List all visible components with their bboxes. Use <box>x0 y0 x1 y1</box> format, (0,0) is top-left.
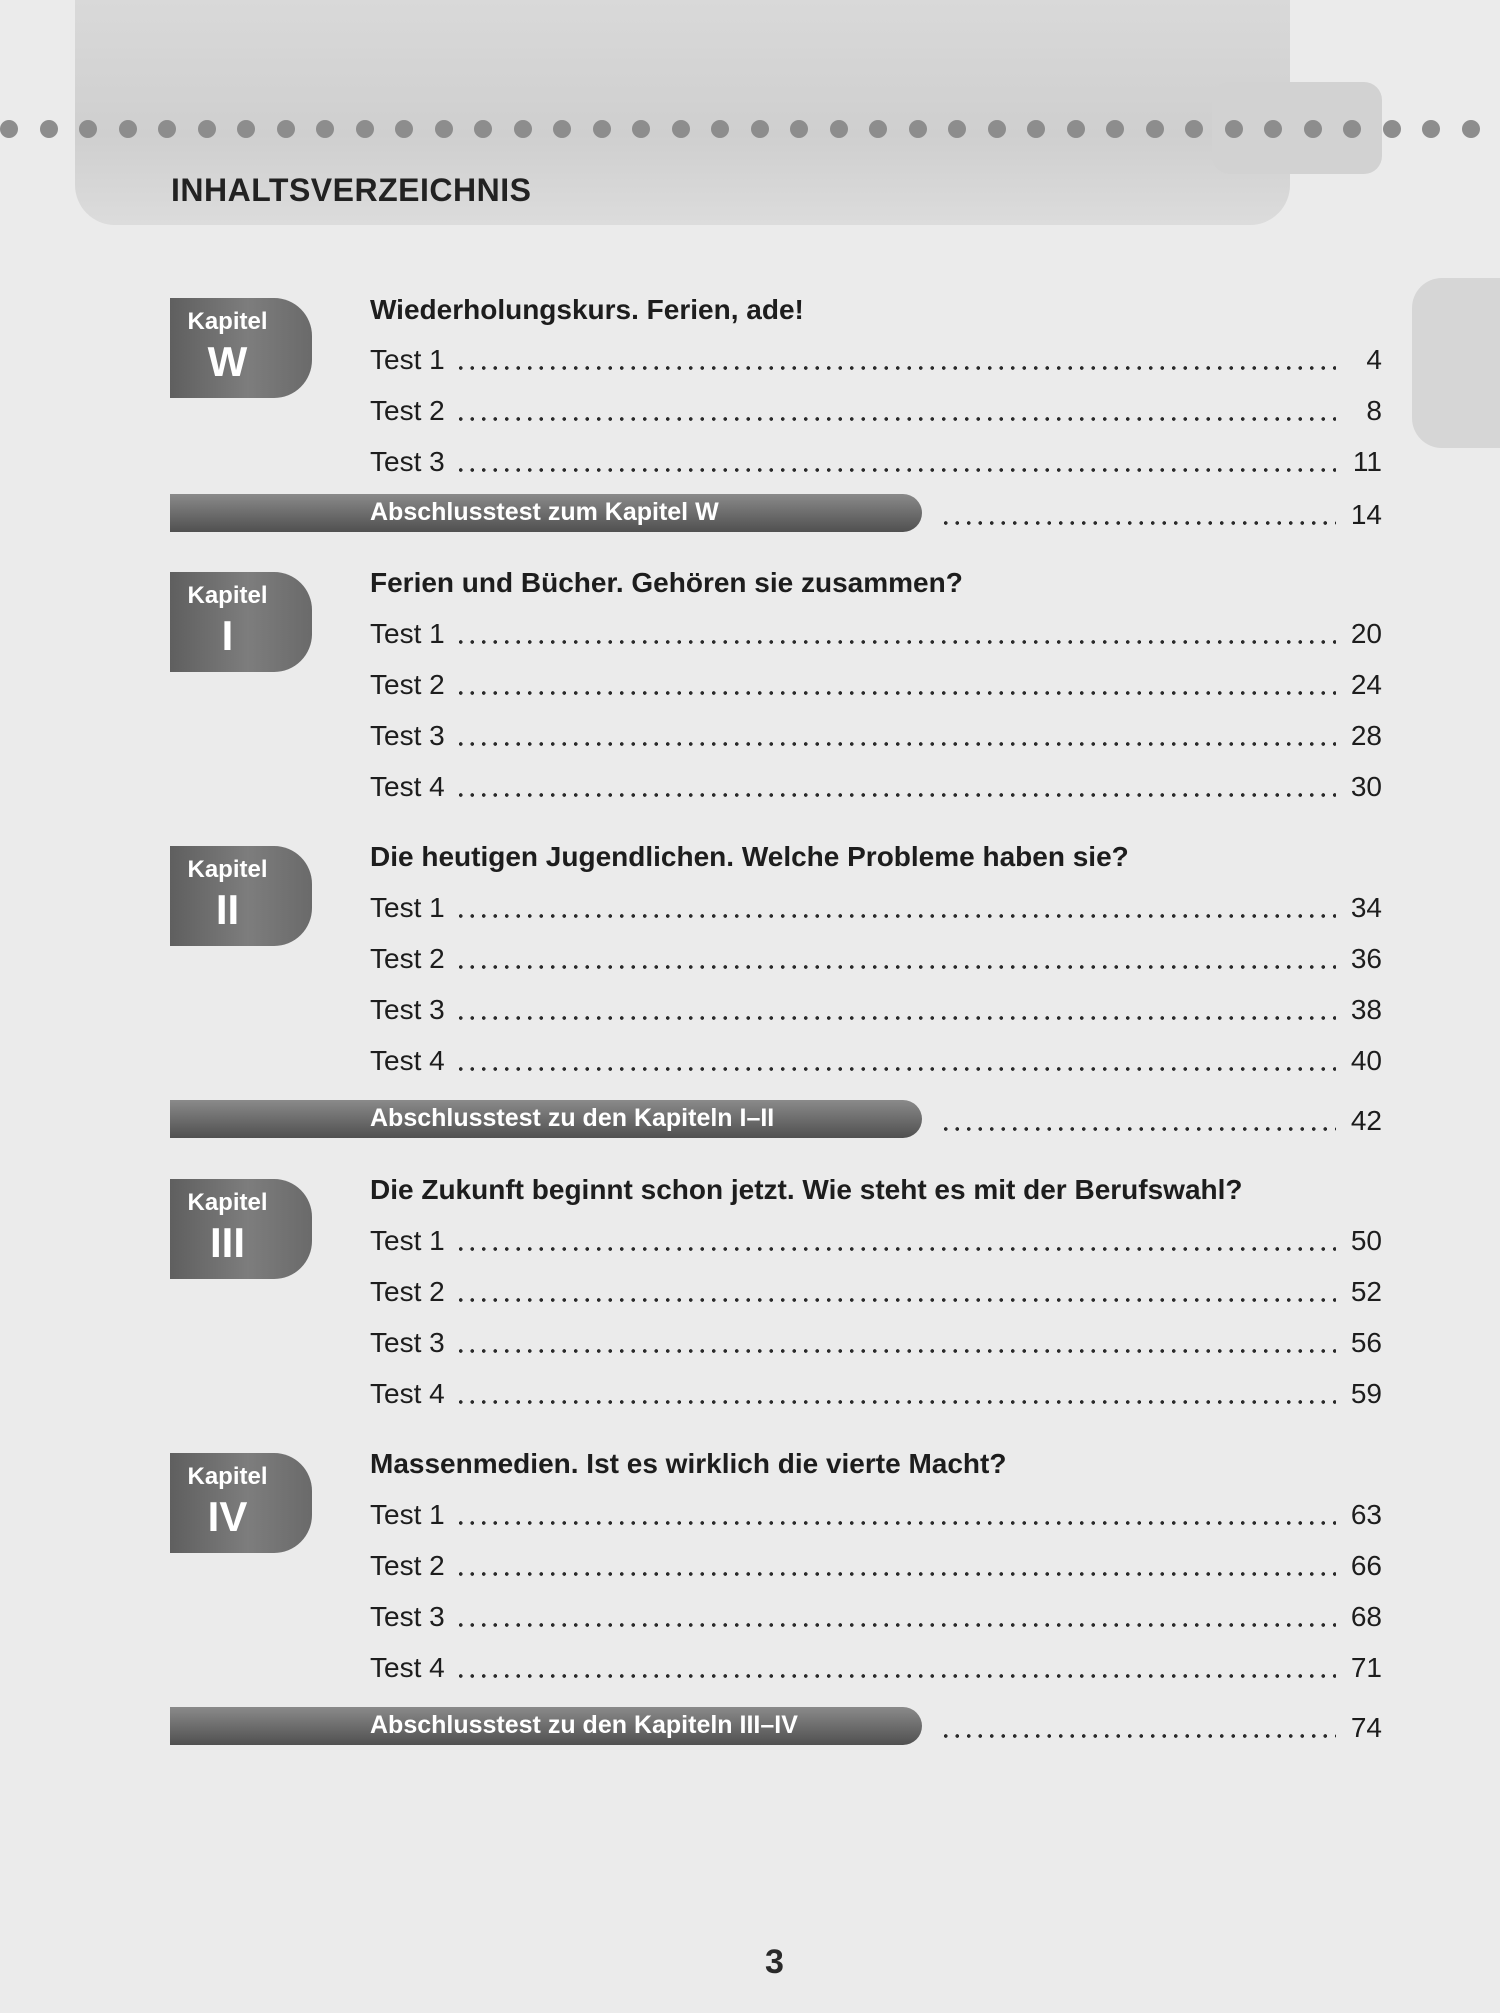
final-test-entry <box>930 1708 1382 1744</box>
divider-dot <box>316 120 334 138</box>
entry-label: Test 2 <box>370 395 445 426</box>
entry-page: 59 <box>1350 1378 1382 1409</box>
divider-dot <box>553 120 571 138</box>
divider-dot <box>1225 120 1243 138</box>
entry-label: Test 1 <box>370 892 445 923</box>
toc-entry[interactable] <box>370 1323 1382 1359</box>
divider-dot <box>435 120 453 138</box>
toc-entry[interactable] <box>370 1546 1382 1582</box>
entry-label: Test 3 <box>370 1601 445 1632</box>
toc-title: INHALTSVERZEICHNIS <box>171 172 532 208</box>
divider-dot <box>514 120 532 138</box>
chapter-tab-w <box>170 298 312 398</box>
entry-label: Test 1 <box>370 344 445 375</box>
divider-dot <box>237 120 255 138</box>
dot-leader <box>455 775 1336 799</box>
entry-page: 38 <box>1350 994 1382 1025</box>
divider-dot <box>1146 120 1164 138</box>
final-test-bar[interactable] <box>170 1707 922 1745</box>
divider-dot <box>1304 120 1322 138</box>
divider-dot <box>1343 120 1361 138</box>
chapter-title[interactable]: Die heutigen Jugendlichen. Welche Probleme haben sie? <box>370 841 1129 872</box>
toc-entry[interactable] <box>370 665 1382 701</box>
chapter-tab-i <box>170 572 312 672</box>
chapter-title[interactable]: Ferien und Bücher. Gehören sie zusammen? <box>370 567 963 598</box>
entry-page: 74 <box>1350 1712 1382 1743</box>
dot-leader <box>455 450 1336 474</box>
entry-page: 20 <box>1350 618 1382 649</box>
divider-dot <box>474 120 492 138</box>
dot-leader <box>455 1656 1336 1680</box>
divider-dot <box>1383 120 1401 138</box>
dot-leader <box>455 348 1336 372</box>
entry-page: 66 <box>1350 1550 1382 1581</box>
entry-page: 71 <box>1350 1652 1382 1683</box>
toc-entry[interactable] <box>370 1221 1382 1257</box>
final-test-entry <box>930 1101 1382 1137</box>
chapter-tab-number: I <box>221 612 234 659</box>
chapter-tab-number: IV <box>207 1493 248 1540</box>
final-test-label: Abschlusstest zu den Kapiteln I–II <box>370 1104 775 1132</box>
side-tab-shape <box>1412 278 1500 448</box>
divider-dot <box>198 120 216 138</box>
dot-leader <box>455 947 1336 971</box>
entry-page: 56 <box>1350 1327 1382 1358</box>
divider-dot <box>1067 120 1085 138</box>
divider-dot <box>672 120 690 138</box>
divider-dot <box>356 120 374 138</box>
divider-dot <box>869 120 887 138</box>
chapter-tab-number: III <box>209 1219 245 1266</box>
chapter-tab-label: Kapitel <box>187 1189 268 1216</box>
divider-dot <box>948 120 966 138</box>
chapter-title[interactable]: Wiederholungskurs. Ferien, ade! <box>370 294 804 325</box>
entry-label: Test 4 <box>370 1378 445 1409</box>
divider-dot <box>0 120 18 138</box>
divider-dot <box>1462 120 1480 138</box>
entry-label: Test 1 <box>370 1225 445 1256</box>
dot-leader <box>455 1382 1336 1406</box>
toc-entry[interactable] <box>370 442 1382 478</box>
toc-entry[interactable] <box>370 1495 1382 1531</box>
dot-leader <box>455 1331 1336 1355</box>
divider-dot <box>593 120 611 138</box>
final-test-bar[interactable] <box>170 1100 922 1138</box>
toc-entry[interactable] <box>370 1597 1382 1633</box>
divider-dot <box>40 120 58 138</box>
chapter-tab-number: W <box>207 338 248 385</box>
entry-page: 68 <box>1350 1601 1382 1632</box>
divider-dot <box>909 120 927 138</box>
dot-divider <box>0 116 1500 142</box>
entry-label: Test 4 <box>370 1652 445 1683</box>
chapter-tab-number: II <box>215 886 240 933</box>
entry-page: 28 <box>1350 720 1382 751</box>
final-test-bar[interactable] <box>170 494 922 532</box>
chapter-title[interactable]: Massenmedien. Ist es wirklich die vierte Macht? <box>370 1448 1007 1479</box>
divider-dot <box>277 120 295 138</box>
chapter-tab-label: Kapitel <box>187 582 268 609</box>
divider-dot <box>1027 120 1045 138</box>
toc-entry[interactable] <box>370 767 1382 803</box>
dot-leader <box>940 1716 1336 1740</box>
dot-leader <box>455 622 1336 646</box>
entry-label: Test 3 <box>370 1327 445 1358</box>
entry-page: 11 <box>1352 446 1382 477</box>
entry-page: 63 <box>1350 1499 1382 1530</box>
entry-label: Test 2 <box>370 669 445 700</box>
final-test-entry <box>930 495 1382 531</box>
entry-page: 36 <box>1350 943 1382 974</box>
entry-page: 4 <box>1366 344 1382 375</box>
entry-label: Test 4 <box>370 1045 445 1076</box>
chapter-tab-label: Kapitel <box>187 308 268 335</box>
divider-dot <box>395 120 413 138</box>
final-test-label: Abschlusstest zum Kapitel W <box>370 498 719 526</box>
toc-entry[interactable] <box>370 1374 1382 1410</box>
entry-label: Test 3 <box>370 446 445 477</box>
divider-dot <box>830 120 848 138</box>
toc-entry[interactable] <box>370 340 1382 376</box>
divider-dot <box>1106 120 1124 138</box>
divider-dot <box>988 120 1006 138</box>
entry-label: Test 3 <box>370 720 445 751</box>
final-test-label: Abschlusstest zu den Kapiteln III–IV <box>370 1711 798 1739</box>
entry-label: Test 3 <box>370 994 445 1025</box>
toc-entry[interactable] <box>370 1648 1382 1684</box>
divider-dot <box>711 120 729 138</box>
divider-dot <box>158 120 176 138</box>
entry-page: 34 <box>1350 892 1382 923</box>
entry-page: 52 <box>1350 1276 1382 1307</box>
dot-leader <box>455 896 1336 920</box>
entry-page: 40 <box>1350 1045 1382 1076</box>
dot-leader <box>940 1109 1336 1133</box>
entry-label: Test 4 <box>370 771 445 802</box>
chapter-tab-label: Kapitel <box>187 1463 268 1490</box>
toc-entry[interactable] <box>370 716 1382 752</box>
dot-leader <box>455 673 1336 697</box>
page-number: 3 <box>765 1943 784 1981</box>
entry-label: Test 2 <box>370 1276 445 1307</box>
toc-entry[interactable] <box>370 614 1382 650</box>
dot-leader <box>455 1503 1336 1527</box>
entry-page: 30 <box>1350 771 1382 802</box>
chapter-tab-iv <box>170 1453 312 1553</box>
divider-dot <box>1185 120 1203 138</box>
dot-leader <box>455 1554 1336 1578</box>
entry-label: Test 2 <box>370 943 445 974</box>
dot-leader <box>455 724 1336 748</box>
entry-page: 42 <box>1350 1105 1382 1136</box>
toc-entry[interactable] <box>370 391 1382 427</box>
divider-dot <box>632 120 650 138</box>
entry-label: Test 1 <box>370 618 445 649</box>
dot-leader <box>455 998 1336 1022</box>
dot-leader <box>455 1049 1336 1073</box>
entry-page: 24 <box>1350 669 1382 700</box>
chapter-tab-ii <box>170 846 312 946</box>
toc-entry[interactable] <box>370 1041 1382 1077</box>
chapter-tab-label: Kapitel <box>187 856 268 883</box>
divider-dot <box>1264 120 1282 138</box>
toc-entry[interactable] <box>370 1272 1382 1308</box>
divider-dot <box>790 120 808 138</box>
dot-leader <box>940 503 1336 527</box>
toc-entry[interactable] <box>370 990 1382 1026</box>
entry-page: 14 <box>1350 499 1382 530</box>
entry-label: Test 2 <box>370 1550 445 1581</box>
entry-label: Test 1 <box>370 1499 445 1530</box>
divider-dot <box>79 120 97 138</box>
chapter-title[interactable]: Die Zukunft beginnt schon jetzt. Wie steht es mit der Berufswahl? <box>370 1174 1243 1205</box>
dot-leader <box>455 399 1336 423</box>
dot-leader <box>455 1605 1336 1629</box>
divider-dot <box>751 120 769 138</box>
toc-entry[interactable] <box>370 939 1382 975</box>
dot-leader <box>455 1229 1336 1253</box>
dot-leader <box>455 1280 1336 1304</box>
chapter-tab-iii <box>170 1179 312 1279</box>
entry-page: 8 <box>1366 395 1382 426</box>
divider-dot <box>119 120 137 138</box>
toc-entry[interactable] <box>370 888 1382 924</box>
divider-dot <box>1422 120 1440 138</box>
entry-page: 50 <box>1350 1225 1382 1256</box>
